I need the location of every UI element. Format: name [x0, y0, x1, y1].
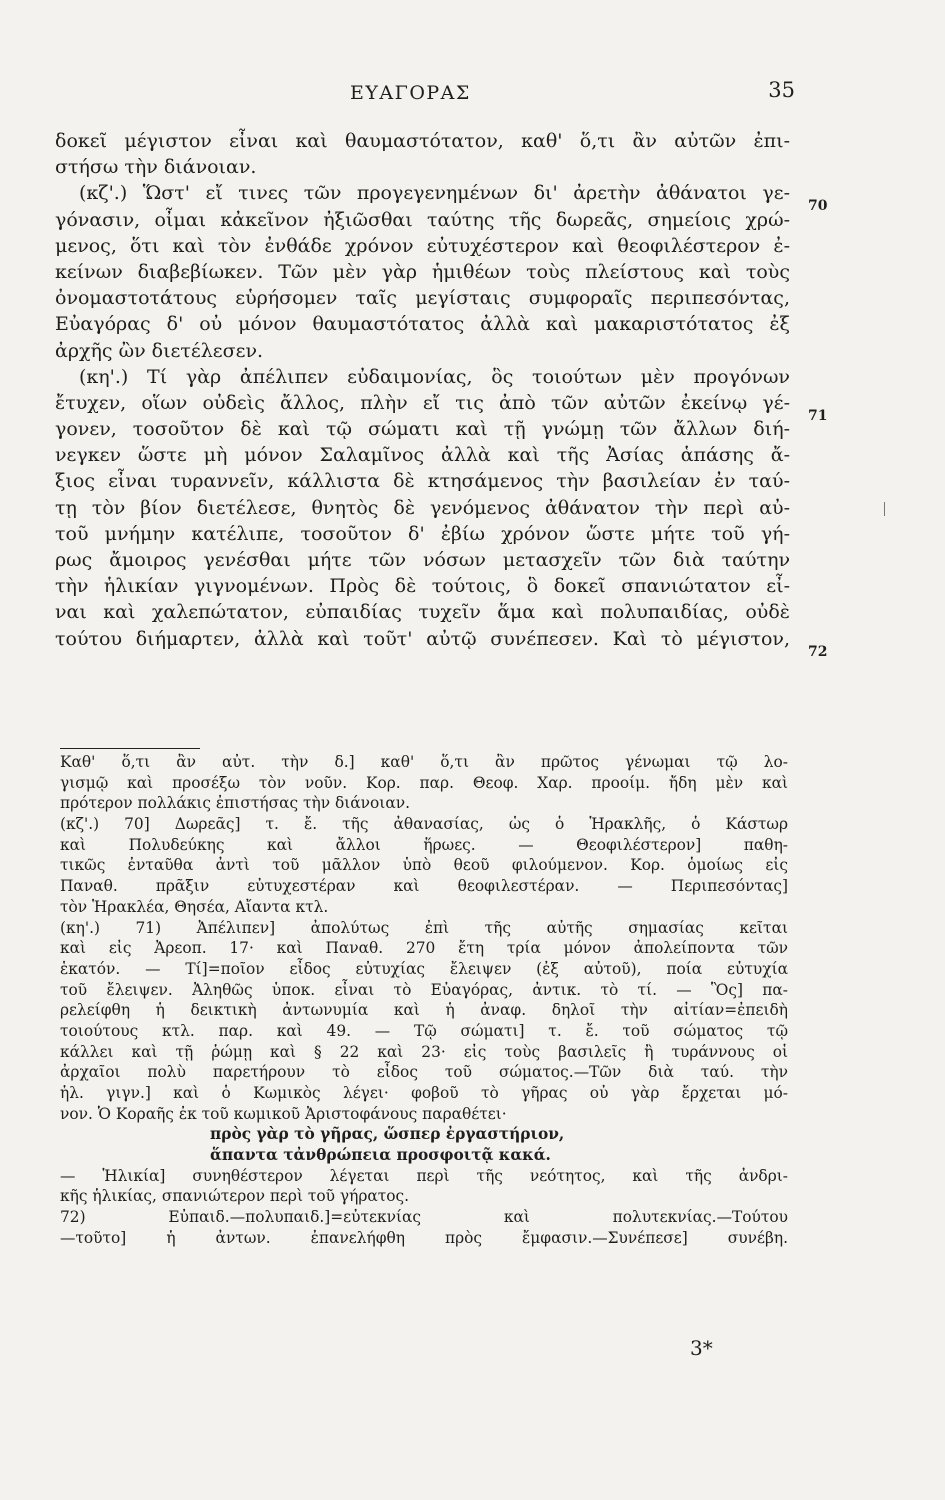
paper-mark: [884, 502, 885, 516]
note-line: ρελείφθη ἡ δεικτικὴ ἀντωνυμία καὶ ἡ ἀναφ. δηλοῖ τὴν αἰτίαν=ἐπειδὴ: [60, 1001, 788, 1020]
footnote-divider: [60, 748, 200, 749]
text-line: γονεν, τοσοῦτον δὲ καὶ τῷ σώματι καὶ τῇ γνώμῃ τῶν ἄλλων διή-: [55, 418, 790, 441]
text-line: γόνασιν, οἶμαι κἀκεῖνον ἠξιῶσθαι ταύτης τῆς δωρεᾶς, σημείοις χρώ-: [55, 208, 790, 231]
text-line: στήσω τὴν διάνοιαν.: [55, 156, 257, 179]
text-line: ναι καὶ χαλεπώτατον, εὐπαιδίας τυχεῖν ἅμα καὶ πολυπαιδίας, οὐδὲ: [55, 601, 790, 624]
text-line: ὀνομαστοτάτους εὑρήσομεν ταῖς μεγίσταις συμφοραῖς περιπεσόντας,: [55, 287, 790, 310]
commentary-notes: [60, 752, 788, 1249]
note-line: πρότερον πολλάκις ἐπιστήσας τὴν διάνοιαν.: [60, 794, 410, 813]
note-line: Καθ' ὅ,τι ἂν αὐτ. τὴν δ.] καθ' ὅ,τι ἂν πρῶτος γένωμαι τῷ λο-: [60, 753, 788, 771]
running-title: ΕΥΑΓΟΡΑΣ: [350, 82, 471, 104]
page-number: 35: [768, 78, 795, 102]
note-line: γισμῷ καὶ προσέξω τὸν νοῦν. Κορ. παρ. Θεοφ. Χαρ. προοίμ. ἤδη μὲν καὶ: [60, 773, 788, 792]
note-line: 72) Εὐπαιδ.—πολυπαιδ.]=εὐτεκνίας καὶ πολυτεκνίας.—Τούτου: [60, 1208, 788, 1227]
note-line: ἑκατόν. — Τί]=ποῖον εἶδος εὐτυχίας ἔλειψεν (ἐξ αὐτοῦ), ποία εὐτυχία: [60, 959, 788, 978]
margin-section-number: 71: [808, 408, 828, 424]
text-line: (κζ'.) Ὥστ' εἴ τινες τῶν προγεγενημένων δι' ἀρετὴν ἀθάνατοι γε-: [79, 182, 790, 205]
text-line: ἀρχῆς ὢν διετέλεσεν.: [55, 339, 264, 362]
quoted-verse: πρὸς γὰρ τὸ γῆρας, ὥσπερ ἐργαστήριον,: [210, 1125, 565, 1144]
text-line: τούτου διήμαρτεν, ἀλλὰ καὶ τοῦτ' αὐτῷ συνέπεσεν. Καὶ τὸ μέγιστον,: [55, 627, 790, 650]
note-line: νον. Ὁ Κοραῆς ἐκ τοῦ κωμικοῦ Ἀριστοφάνους παραθέτει·: [60, 1104, 507, 1123]
text-line: μενος, ὅτι καὶ τὸν ἐνθάδε χρόνον εὐτυχέστερον καὶ θεοφιλέστερον ἐ-: [55, 234, 790, 257]
main-text: [55, 128, 790, 652]
text-line: ἔτυχεν, οἵων οὐδεὶς ἄλλος, πλὴν εἴ τις ἀπὸ τῶν αὐτῶν ἐκείνῳ γέ-: [55, 391, 790, 414]
note-line: ἀρχαῖοι πολὺ παρετήρουν τὸ εἶδος τοῦ σώματος.—Τῶν διὰ ταύ. τὴν: [60, 1063, 788, 1082]
text-line: κείνων διαβεβίωκεν. Τῶν μὲν γὰρ ἡμιθέων τοὺς πλείστους καὶ τοὺς: [55, 260, 790, 283]
text-line: νεγκεν ὥστε μὴ μόνον Σαλαμῖνος ἀλλὰ καὶ τῆς Ἀσίας ἁπάσης ἄ-: [55, 444, 790, 467]
note-line: τοῦ ἔλειψεν. Ἀληθῶς ὑποκ. εἶναι τὸ Εὐαγόρας, ἀντικ. τὸ τί. — Ὃς] πα-: [60, 980, 788, 999]
note-line: τοιούτους κτλ. παρ. καὶ 49. — Τῷ σώματι] τ. ἔ. τοῦ σώματος τῷ: [60, 1021, 788, 1040]
note-line: —τοῦτο] ἡ ἀντων. ἐπανελήφθη πρὸς ἔμφασιν.—Συνέπεσε] συνέβη.: [60, 1228, 788, 1247]
text-line: ρως ἄμοιρος γενέσθαι μήτε τῶν νόσων μετασχεῖν τῶν διὰ ταύτην: [55, 549, 790, 571]
note-line: Παναθ. πρᾶξιν εὐτυχεστέραν καὶ θεοφιλεστέραν. — Περιπεσόντας]: [60, 877, 788, 896]
note-line: ἡλ. γιγν.] καὶ ὁ Κωμικὸς λέγει· φοβοῦ τὸ γῆρας οὐ γὰρ ἔρχεται μό-: [60, 1084, 788, 1102]
printer-signature-mark: 3*: [690, 1336, 713, 1360]
text-line: Εὐαγόρας δ' οὐ μόνον θαυμαστότατος ἀλλὰ καὶ μακαριστότατος ἐξ: [55, 313, 790, 336]
text-line: τὴν ἡλικίαν γιγνομένων. Πρὸς δὲ τούτοις, ὃ δοκεῖ σπανιώτατον εἶ-: [55, 575, 790, 598]
note-line: — Ἡλικία] συνηθέστερον λέγεται περὶ τῆς νεότητος, καὶ τῆς ἀνδρι-: [60, 1166, 788, 1185]
text-line: τῃ τὸν βίον διετέλεσε, θνητὸς δὲ γενόμενος ἀθάνατον τὴν περὶ αὐ-: [55, 496, 790, 519]
note-line: τικῶς ἐνταῦθα ἀντὶ τοῦ μᾶλλον ὑπὸ θεοῦ φιλούμενον. Κορ. ὁμοίως εἰς: [60, 856, 788, 875]
note-line: καὶ εἰς Ἀρεοπ. 17· καὶ Παναθ. 270 ἔτη τρία μόνον ἀπολείποντα τῶν: [60, 939, 788, 958]
note-line: (κη'.) 71) Ἀπέλιπεν] ἀπολύτως ἐπὶ τῆς αὐτῆς σημασίας κεῖται: [60, 918, 788, 937]
note-line: (κζ'.) 70] Δωρεᾶς] τ. ἔ. τῆς ἀθανασίας, ὡς ὁ Ἡρακλῆς, ὁ Κάστωρ: [60, 815, 788, 834]
note-line: καὶ Πολυδεύκης καὶ ἄλλοι ἥρωες. — Θεοφιλέστερον] παθη-: [60, 835, 788, 854]
text-line: δοκεῖ μέγιστον εἶναι καὶ θαυμαστότατον, καθ' ὅ,τι ἂν αὐτῶν ἐπι-: [55, 130, 790, 152]
text-line: τοῦ μνήμην κατέλιπε, τοσοῦτον δ' ἐβίω χρόνον ὥστε μήτε τοῦ γή-: [55, 522, 790, 545]
margin-section-number: 70: [808, 198, 828, 214]
note-line: τὸν Ἡρακλέα, Θησέα, Αἴαντα κτλ.: [60, 897, 329, 916]
note-line: κῆς ἡλικίας, σπανιώτερον περὶ τοῦ γήρατος.: [60, 1187, 410, 1206]
quoted-verse: ἅπαντα τἀνθρώπεια προσφοιτᾷ κακά.: [210, 1146, 551, 1165]
running-header: [0, 74, 945, 114]
margin-section-number: 72: [808, 644, 828, 660]
text-line: ξιος εἶναι τυραννεῖν, κάλλιστα δὲ κτησάμενος τὴν βασιλείαν ἐν ταύ-: [55, 470, 790, 493]
note-line: κάλλει καὶ τῇ ῥώμῃ καὶ § 22 καὶ 23· εἰς τοὺς βασιλεῖς ἢ τυράννους οἱ: [60, 1042, 788, 1061]
text-line: (κη'.) Τί γὰρ ἀπέλιπεν εὐδαιμονίας, ὃς τοιούτων μὲν προγόνων: [79, 365, 790, 388]
